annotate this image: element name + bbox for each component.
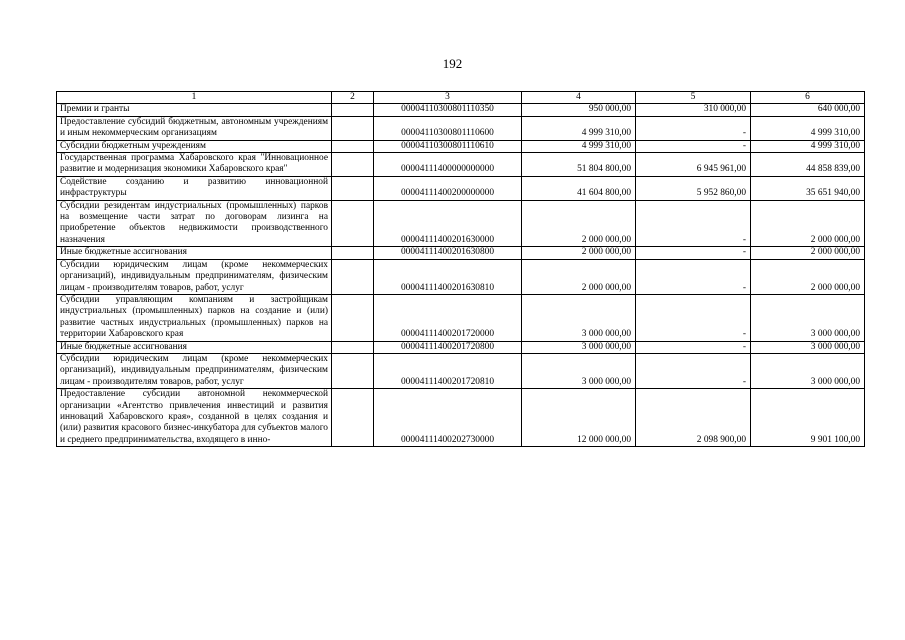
row-amount-column-5-cell: - [636,140,751,152]
row-amount-total-cell: 3 000 000,00 [522,294,636,341]
row-name-cell: Премии и гранты [57,104,332,116]
row-amount-column-5-cell: - [636,294,751,341]
row-name-cell: Иные бюджетные ассигнования [57,341,332,353]
row-column-2-cell [332,259,374,294]
row-code-cell: 00004111400200000000 [374,176,522,200]
row-name-cell: Субсидии управляющим компаниям и застройщикам индустриальных (промышленных) парков на создание и (или) развитие частных индустриальных (промышленных) парков на территории Хабаровского края [57,294,332,341]
row-amount-total-cell: 2 000 000,00 [522,247,636,259]
table-row [57,200,865,247]
column-number-row [57,92,865,104]
row-code-cell: 00004110300801110350 [374,104,522,116]
row-amount-column-5-cell: - [636,116,751,140]
row-amount-column-5-cell: 2 098 900,00 [636,389,751,447]
row-column-2-cell [332,176,374,200]
column-header-5: 5 [636,92,751,104]
row-amount-column-6-cell: 2 000 000,00 [751,200,865,247]
row-code-cell: 00004110300801110610 [374,140,522,152]
column-header-4: 4 [522,92,636,104]
row-amount-column-6-cell: 3 000 000,00 [751,353,865,388]
row-code-cell: 00004111400000000000 [374,153,522,177]
row-name-cell: Субсидии юридическим лицам (кроме некоммерческих организаций), индивидуальным предпринимателям, физическим лицам - производителям товаров, работ, услуг [57,259,332,294]
row-amount-column-5-cell: - [636,353,751,388]
table-row [57,116,865,140]
row-amount-column-6-cell: 9 901 100,00 [751,389,865,447]
row-amount-column-6-cell: 3 000 000,00 [751,341,865,353]
row-column-2-cell [332,353,374,388]
row-amount-column-5-cell: - [636,259,751,294]
table-row [57,104,865,116]
row-name-cell: Иные бюджетные ассигнования [57,247,332,259]
row-code-cell: 00004111400201630800 [374,247,522,259]
row-amount-total-cell: 3 000 000,00 [522,353,636,388]
table-row [57,259,865,294]
row-amount-total-cell: 51 804 800,00 [522,153,636,177]
row-code-cell: 00004110300801110600 [374,116,522,140]
row-amount-total-cell: 2 000 000,00 [522,259,636,294]
row-amount-column-5-cell: 6 945 961,00 [636,153,751,177]
row-code-cell: 00004111400201720000 [374,294,522,341]
row-amount-column-6-cell: 640 000,00 [751,104,865,116]
column-header-2: 2 [332,92,374,104]
table-row [57,389,865,447]
table-row [57,140,865,152]
table-row [57,176,865,200]
row-amount-column-5-cell: 310 000,00 [636,104,751,116]
row-amount-total-cell: 2 000 000,00 [522,200,636,247]
row-column-2-cell [332,153,374,177]
row-column-2-cell [332,116,374,140]
row-amount-column-6-cell: 4 999 310,00 [751,116,865,140]
row-code-cell: 00004111400201630810 [374,259,522,294]
row-amount-column-6-cell: 35 651 940,00 [751,176,865,200]
row-column-2-cell [332,389,374,447]
row-column-2-cell [332,200,374,247]
row-code-cell: 00004111400201720800 [374,341,522,353]
row-amount-column-5-cell: - [636,200,751,247]
row-name-cell: Содействие созданию и развитию инновационной инфраструктуры [57,176,332,200]
row-name-cell: Государственная программа Хабаровского края "Инновационное развитие и модернизация экономики Хабаровского края" [57,153,332,177]
row-amount-total-cell: 12 000 000,00 [522,389,636,447]
budget-table-body [57,92,865,447]
row-amount-column-6-cell: 2 000 000,00 [751,259,865,294]
row-amount-column-5-cell: - [636,341,751,353]
row-column-2-cell [332,247,374,259]
row-amount-total-cell: 3 000 000,00 [522,341,636,353]
table-row [57,341,865,353]
page-number: 192 [442,56,463,71]
row-name-cell: Предоставление субсидии автономной некоммерческой организации «Агентство привлечения инвестиций и развития инноваций Хабаровского края», созданной в целях создания и (или) развития красового бизнес-инкубатора для субъектов малого и среднего предпринимательства, входящего в инно- [57,389,332,447]
column-header-3: 3 [374,92,522,104]
row-code-cell: 00004111400202730000 [374,389,522,447]
table-row [57,353,865,388]
row-amount-total-cell: 41 604 800,00 [522,176,636,200]
row-column-2-cell [332,294,374,341]
table-row [57,153,865,177]
budget-table [56,91,865,447]
row-amount-column-5-cell: - [636,247,751,259]
row-name-cell: Субсидии юридическим лицам (кроме некоммерческих организаций), индивидуальным предпринимателям, физическим лицам - производителям товаров, работ, услуг [57,353,332,388]
row-amount-column-6-cell: 44 858 839,00 [751,153,865,177]
row-name-cell: Субсидии бюджетным учреждениям [57,140,332,152]
row-code-cell: 00004111400201720810 [374,353,522,388]
row-amount-total-cell: 4 999 310,00 [522,140,636,152]
row-amount-total-cell: 4 999 310,00 [522,116,636,140]
row-column-2-cell [332,140,374,152]
table-row [57,247,865,259]
row-column-2-cell [332,341,374,353]
row-column-2-cell [332,104,374,116]
row-amount-total-cell: 950 000,00 [522,104,636,116]
row-name-cell: Предоставление субсидий бюджетным, автономным учреждениям и иным некоммерческим организациям [57,116,332,140]
table-row [57,294,865,341]
row-amount-column-6-cell: 3 000 000,00 [751,294,865,341]
row-amount-column-5-cell: 5 952 860,00 [636,176,751,200]
row-amount-column-6-cell: 2 000 000,00 [751,247,865,259]
column-header-6: 6 [751,92,865,104]
row-name-cell: Субсидии резидентам индустриальных (промышленных) парков на возмещение части затрат по договорам лизинга на приобретение объектов недвижимости производственного назначения [57,200,332,247]
row-code-cell: 00004111400201630000 [374,200,522,247]
row-amount-column-6-cell: 4 999 310,00 [751,140,865,152]
column-header-1: 1 [57,92,332,104]
